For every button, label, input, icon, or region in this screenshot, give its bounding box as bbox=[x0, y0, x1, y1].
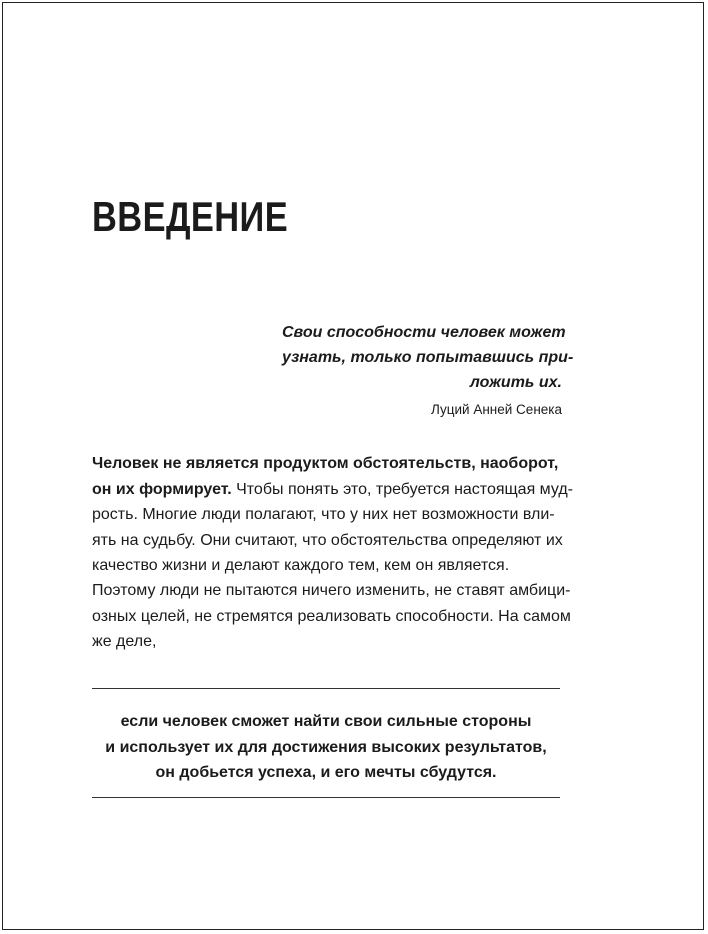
divider-top bbox=[92, 688, 560, 689]
paragraph-line: озных целей, не стремятся реализовать способности. На самом bbox=[92, 607, 571, 625]
paragraph-line bbox=[92, 477, 573, 503]
paragraph-line: Поэтому люди не пытаются ничего изменить, не ставят амбици- bbox=[92, 582, 571, 599]
divider-bottom bbox=[92, 797, 560, 798]
paragraph-line: рость. Многие люди полагают, что у них нет возможности вли- bbox=[92, 506, 555, 523]
epigraph bbox=[282, 320, 574, 419]
bold-text: он их формирует. bbox=[92, 480, 232, 498]
callout-line: если человек сможет найти свои сильные стороны bbox=[120, 713, 532, 730]
epigraph-line: Свои способности человек может bbox=[282, 324, 566, 341]
paragraph-1 bbox=[92, 451, 573, 579]
paragraph-line: же деле, bbox=[92, 633, 157, 650]
paragraph-2 bbox=[92, 578, 571, 655]
callout-line: он добьется успеха, и его мечты сбудутся. bbox=[155, 764, 497, 781]
callout-quote bbox=[92, 709, 560, 786]
paragraph-line: Человек не является продуктом обстоятельств, наоборот, bbox=[92, 455, 559, 472]
callout-line: и использует их для достижения высоких результатов, bbox=[105, 738, 547, 756]
paragraph-text: Чтобы понять это, требуется настоящая муд- bbox=[231, 480, 573, 498]
page-title: ВВЕДЕНИЕ bbox=[92, 193, 289, 240]
paragraph-line: ять на судьбу. Они считают, что обстоятельства определяют их bbox=[92, 531, 563, 549]
epigraph-line: ложить их. bbox=[469, 374, 562, 391]
epigraph-author: Луций Анней Сенека bbox=[431, 402, 562, 417]
epigraph-line: узнать, только попытавшись при- bbox=[282, 349, 574, 366]
paragraph-line: качество жизни и делают каждого тем, кем он является. bbox=[92, 557, 510, 574]
